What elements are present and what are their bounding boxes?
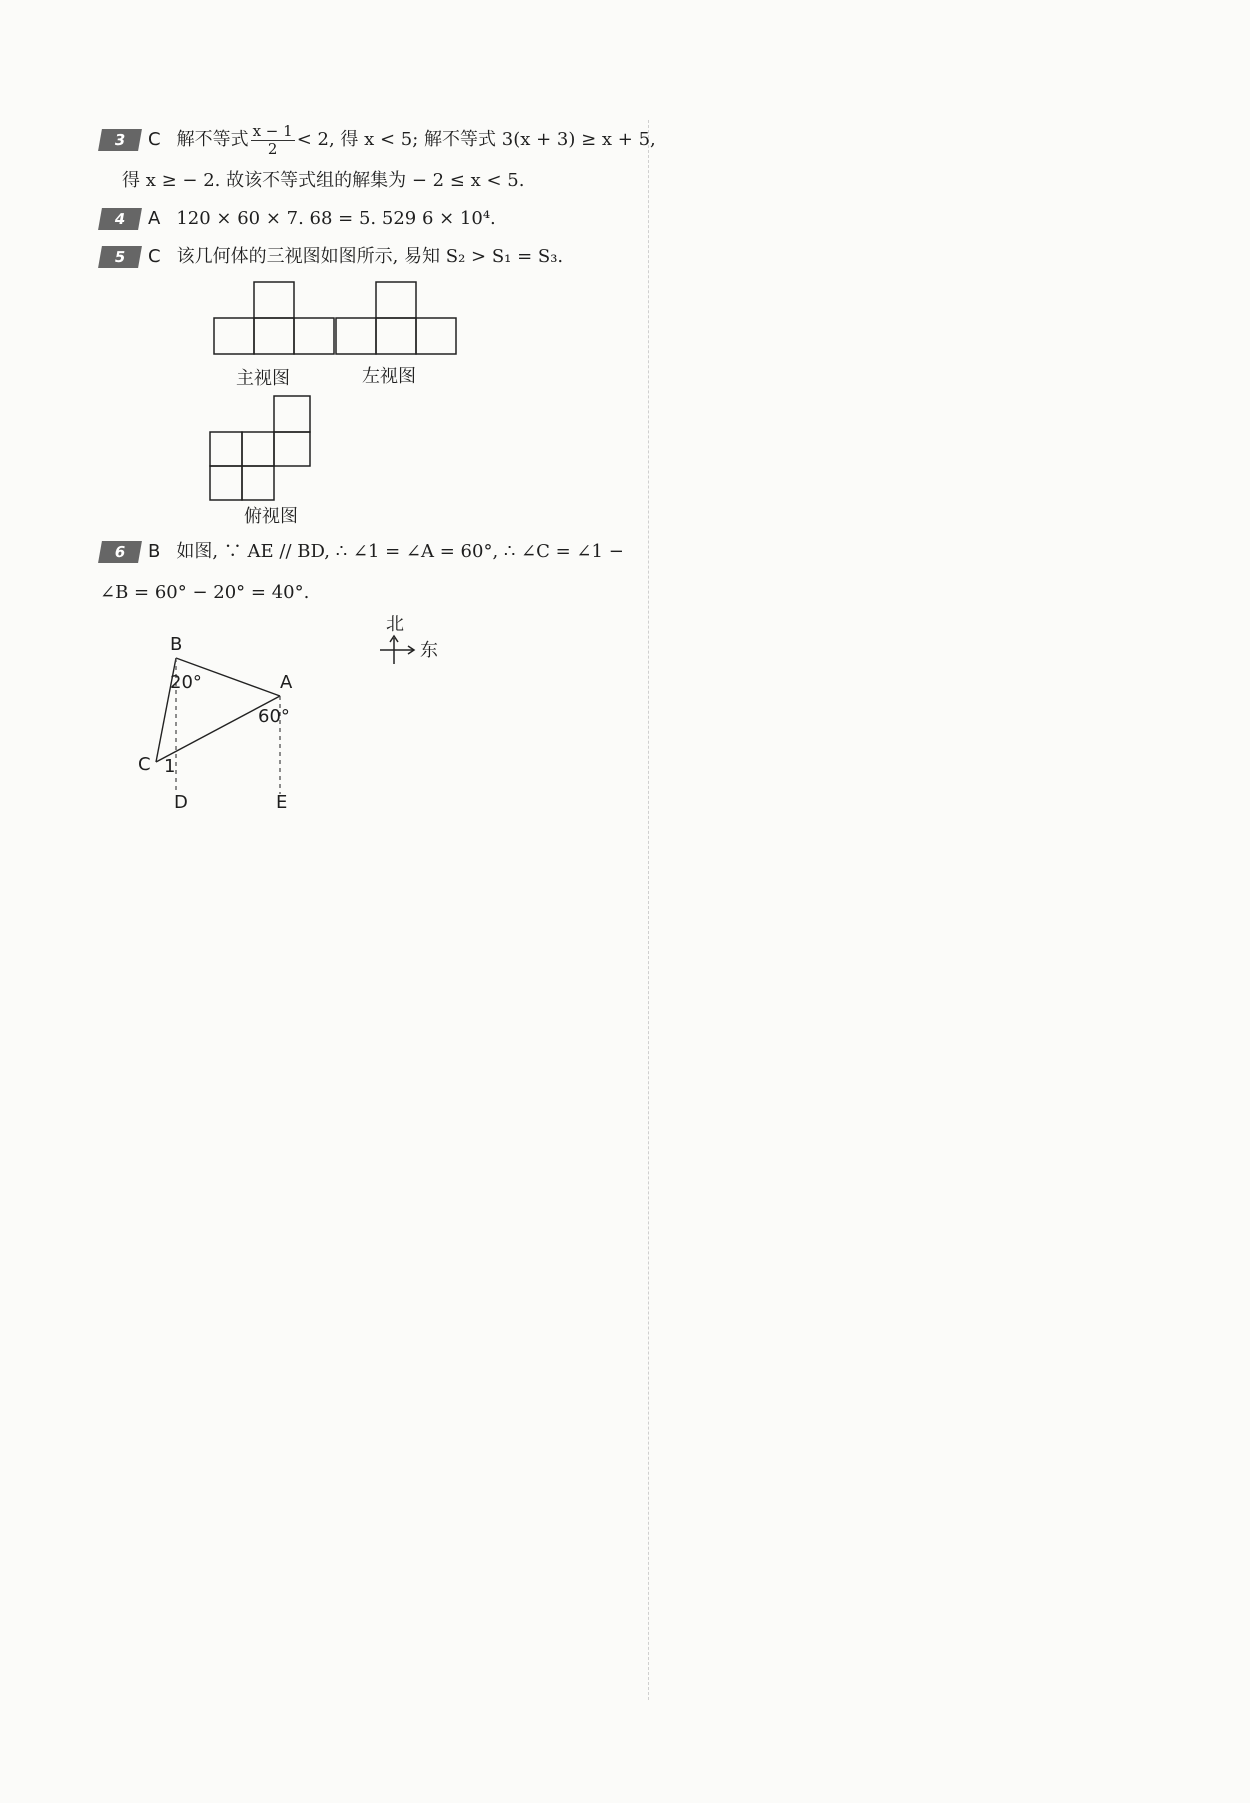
column-divider — [648, 120, 649, 1700]
angle-60-label: 60° — [258, 706, 290, 727]
top-view-label: 俯视图 — [244, 506, 298, 526]
q3-line-1 — [100, 118, 656, 162]
point-d-label: D — [174, 792, 188, 812]
top-view — [210, 396, 310, 500]
angle-1-label: 1 — [164, 756, 176, 777]
point-b-label: B — [170, 634, 183, 655]
left-view-label: 左视图 — [362, 366, 416, 387]
q4-choice: A — [148, 208, 161, 229]
east-label: 东 — [420, 640, 438, 661]
q6-line-1 — [100, 530, 630, 574]
q6-choice: B — [148, 541, 161, 562]
q3-number-badge: 3 — [98, 129, 142, 151]
q5-three-view-figure — [100, 276, 630, 526]
q6-number-badge: 6 — [98, 541, 142, 563]
left-view — [336, 282, 456, 354]
left-column — [100, 118, 656, 816]
q5-line — [100, 238, 630, 276]
q6-direction-figure — [100, 612, 630, 812]
q4-number-badge: 4 — [98, 208, 142, 230]
q3-text-b: < 2, 得 x < 5; 解不等式 3(x + 3) ≥ x + 5, — [296, 129, 656, 150]
q5-choice: C — [148, 246, 161, 267]
point-c-label: C — [138, 754, 151, 775]
q5-number-badge: 5 — [98, 246, 142, 268]
q4-text: 120 × 60 × 7. 68 = 5. 529 6 × 10⁴. — [176, 208, 496, 229]
q5-text: 该几何体的三视图如图所示, 易知 S₂ > S₁ = S₃. — [176, 246, 564, 267]
q3-frac-num: x − 1 — [252, 121, 293, 140]
front-view-label: 主视图 — [236, 368, 290, 389]
q6-text-1: 如图, ∵ AE // BD, ∴ ∠1 = ∠A = 60°, ∴ ∠C = ∠1 − — [176, 541, 624, 562]
q6-line-2: ∠B = 60° − 20° = 40°. — [100, 582, 310, 603]
front-view — [214, 282, 334, 354]
q4-line — [100, 200, 630, 238]
q3-frac-den: 2 — [267, 139, 278, 158]
point-e-label: E — [276, 792, 288, 812]
q3-fraction — [251, 123, 295, 158]
q3-choice: C — [148, 129, 161, 150]
compass-icon — [380, 636, 414, 664]
q3-text-a: 解不等式 — [176, 129, 249, 150]
q3-line-2: 得 x ≥ − 2. 故该不等式组的解集为 − 2 ≤ x < 5. — [122, 170, 525, 191]
north-label: 北 — [386, 614, 404, 635]
point-a-label: A — [280, 672, 293, 693]
angle-20-label: 20° — [170, 672, 202, 693]
